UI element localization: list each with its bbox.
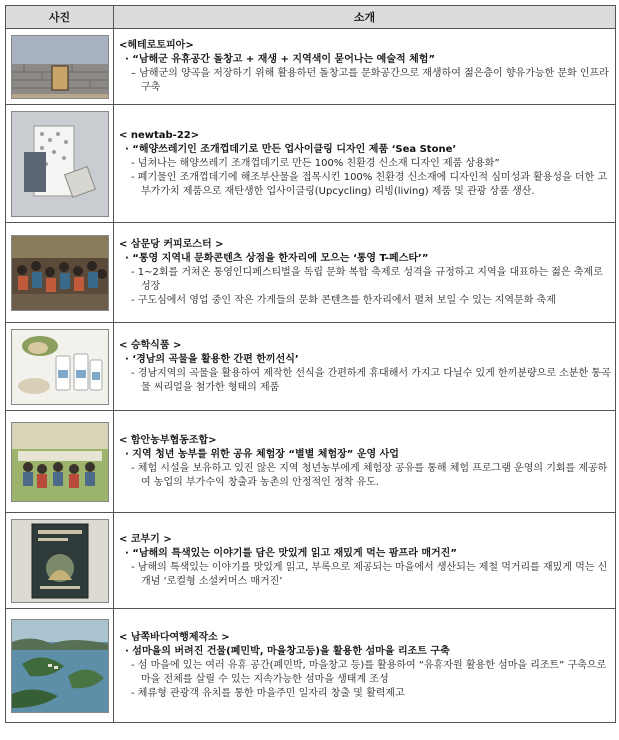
headline: · 지역 청년 농부를 위한 공유 체험장 “별별 체험장” 운영 사업 xyxy=(125,448,399,460)
intro-cell xyxy=(114,609,616,723)
bullet-text: - 체험 시설을 보유하고 있진 않은 지역 청년농부에게 체험장 공유를 통해 체험 프로그램 운영의 기회를 제공하여 농업의 부가수익 창출과 농촌의 안정적인 정착 유도. xyxy=(131,462,608,488)
table-row xyxy=(6,513,616,609)
company-name: <헤테로토피아> xyxy=(119,39,194,51)
intro-cell xyxy=(114,29,616,105)
bullet-text: - 남해의 특색있는 이야기를 맛있게 읽고, 부록으로 제공되는 마을에서 생산되는 제철 먹거리를 재밌게 먹는 신개념 ‘로컬형 소셜커머스 매거진’ xyxy=(131,561,608,587)
table-row xyxy=(6,223,616,323)
headline: · ‘경남의 곡물을 활용한 간편 한끼선식’ xyxy=(125,353,299,365)
table-row xyxy=(6,609,616,723)
photo-cell xyxy=(6,513,114,609)
bullet-text: - 체류형 관광객 유치를 통한 마을주민 일자리 창출 및 활력제고 xyxy=(131,687,405,699)
header-photo: 사진 xyxy=(6,6,114,29)
grain-food-package-photo xyxy=(11,329,109,405)
photo-cell xyxy=(6,223,114,323)
photo-cell xyxy=(6,29,114,105)
intro-table xyxy=(5,5,616,723)
photo-cell xyxy=(6,105,114,223)
headline: · “통영 지역내 문화콘텐츠 상점을 한자리에 모으는 ‘통영 T-페스타’” xyxy=(125,252,429,264)
island-aerial-photo xyxy=(11,619,109,713)
intro-cell xyxy=(114,323,616,411)
intro-cell xyxy=(114,223,616,323)
intro-cell xyxy=(114,513,616,609)
bullet-text: - 폐기물인 조개껍데기에 해조부산물을 접목시킨 100% 친환경 신소재에 디자인적 심미성과 활용성을 더한 고부가가치 제품으로 재탄생한 업사이클링(Upcycling) 리빙(living) 제품 및 관광 상품 생산. xyxy=(131,171,608,197)
company-name: < 남쪽바다여행제작소 > xyxy=(119,631,230,643)
intro-cell xyxy=(114,105,616,223)
company-name: < 함안농부협동조합> xyxy=(119,434,217,446)
company-name: < newtab-22> xyxy=(119,129,200,141)
company-name: < 코부기 > xyxy=(119,533,172,545)
sea-stone-product-photo xyxy=(11,111,109,217)
building-wall-photo xyxy=(11,35,109,99)
table-row xyxy=(6,323,616,411)
bullet-text: - 경남지역의 곡물을 활용하여 제작한 선식을 간편하게 휴대해서 가지고 다닐수 있게 한끼분량으로 소분한 통곡물 씨리얼을 첨가한 형태의 제품 xyxy=(131,367,611,393)
photo-cell xyxy=(6,609,114,723)
company-name: < 승학식품 > xyxy=(119,339,182,351)
headline: · “남해의 특색있는 이야기를 담은 맛있게 읽고 재밌게 먹는 팜프라 매거진” xyxy=(125,547,457,559)
bullet-text: - 1~2회를 거쳐온 통영인디페스티벌을 독립 문화 복합 축제로 성격을 규정하고 지역을 대표하는 젊은 축제로 성장 xyxy=(131,266,603,292)
photo-cell xyxy=(6,323,114,411)
headline: · “남해군 유휴공간 돌창고 + 재생 + 지역색이 묻어나는 예술적 체험” xyxy=(125,53,436,65)
header-intro: 소개 xyxy=(114,6,616,29)
magazine-cover-photo xyxy=(11,519,109,603)
bullet-text: - 섬 마을에 있는 여러 유휴 공간(폐민박, 마을창고 등)를 활용하여 “유휴자원 활용한 섬마을 리조트” 구축으로 마을 전체를 살릴 수 있는 지속가능한 섬마을 생태계 조성 xyxy=(131,659,607,685)
table-row xyxy=(6,105,616,223)
intro-cell xyxy=(114,411,616,513)
company-name: < 삼문당 커피로스터 > xyxy=(119,238,224,250)
photo-cell xyxy=(6,411,114,513)
festival-crowd-photo xyxy=(11,235,109,311)
table-row xyxy=(6,411,616,513)
farm-workshop-photo xyxy=(11,422,109,502)
headline: · “해양쓰레기인 조개껍데기로 만든 업사이클링 디자인 제품 ‘Sea Stone’ xyxy=(125,143,457,155)
bullet-text: - 넘쳐나는 해양쓰레기 조개껍데기로 만든 100% 친환경 신소재 디자인 제품 상용화” xyxy=(131,157,500,169)
table-row xyxy=(6,29,616,105)
table-header-row xyxy=(6,6,616,29)
bullet-text: - 구도심에서 영업 중인 작은 가게들의 문화 콘텐츠를 한자리에서 펼쳐 보일 수 있는 지역문화 축제 xyxy=(131,294,556,306)
bullet-text: – 남해군의 양곡을 저장하기 위해 활용하던 돌창고를 문화공간으로 재생하여 젊은층이 향유가능한 문화 인프라 구축 xyxy=(131,67,609,93)
headline: · 섬마을의 버려진 건물(폐민박, 마을창고등)을 활용한 섬마을 리조트 구축 xyxy=(125,645,450,657)
